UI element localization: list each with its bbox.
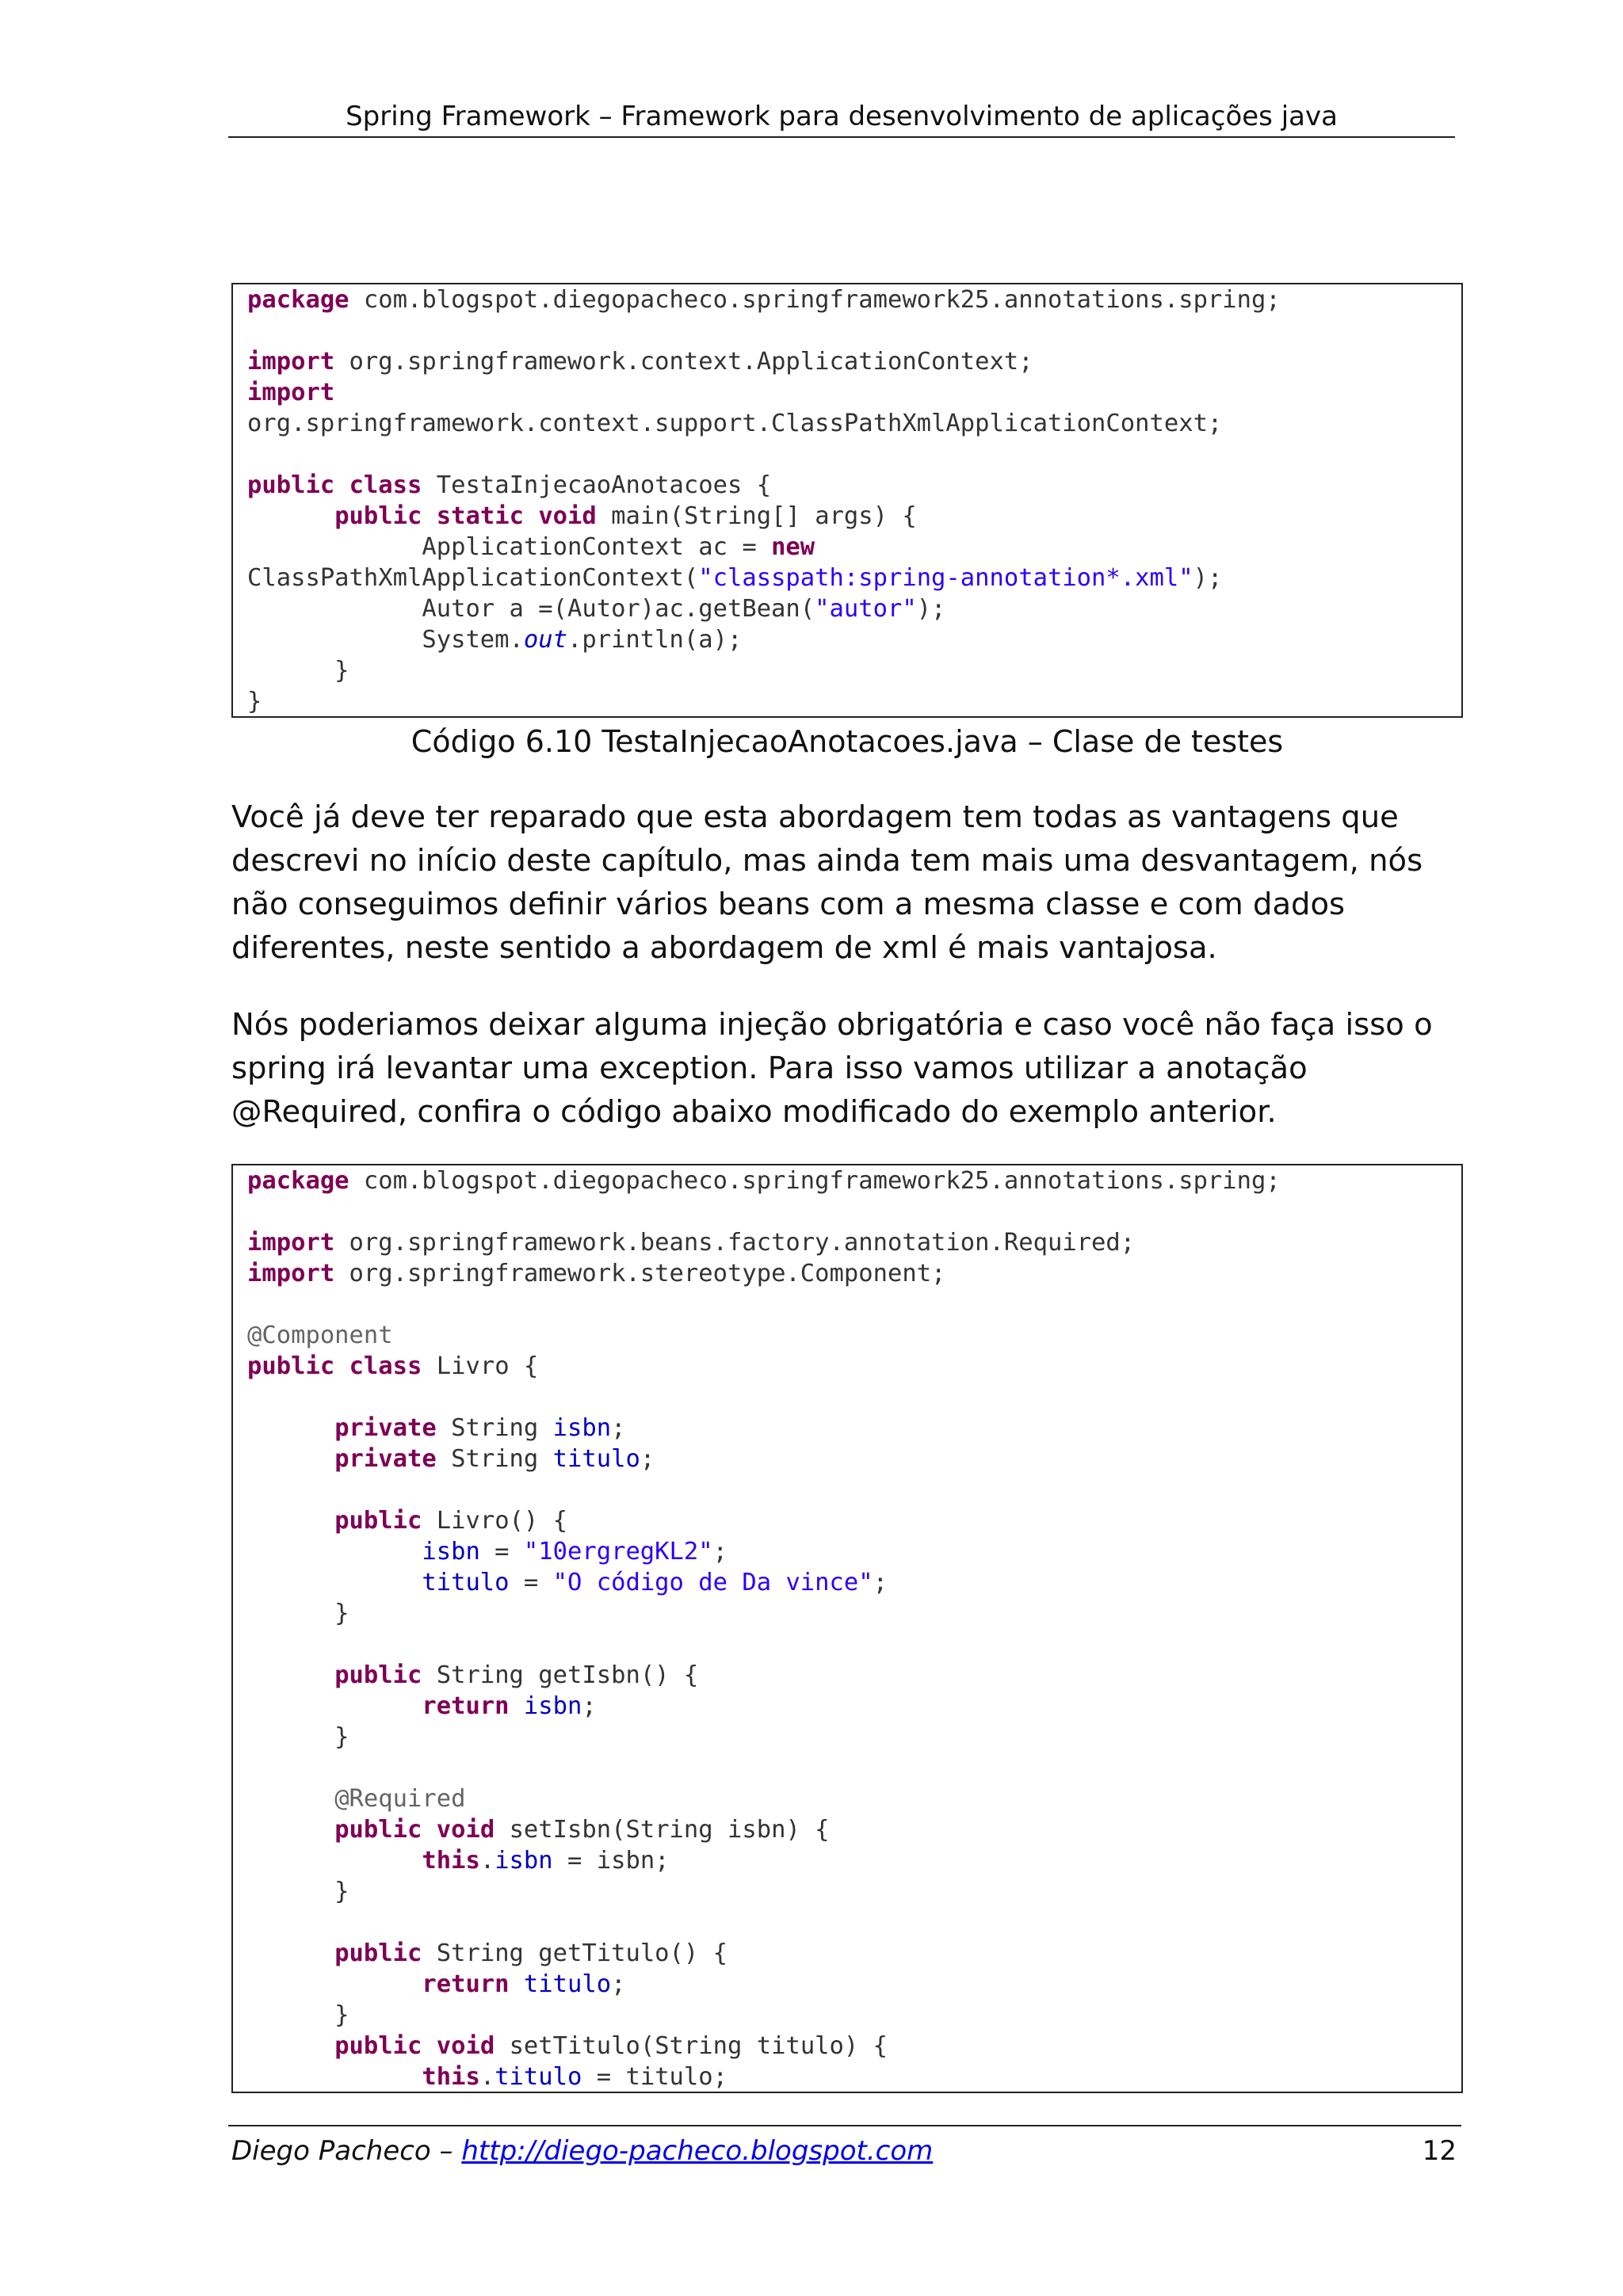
- code-token: out: [523, 626, 567, 654]
- code-token: new: [771, 533, 815, 561]
- header-divider: [228, 136, 1455, 138]
- code-token: [247, 1785, 334, 1813]
- code-line: [247, 1660, 1461, 1691]
- code-line: [247, 2061, 1461, 2092]
- code-token: = titulo;: [582, 2063, 728, 2091]
- code-token: [247, 2063, 422, 2091]
- code-token: String getTitulo() {: [422, 1939, 727, 1967]
- code-token: [247, 1538, 422, 1566]
- code-token: setIsbn(String isbn) {: [495, 1816, 830, 1844]
- code-line: [247, 408, 1461, 439]
- code-token: package: [247, 286, 349, 314]
- code-token: public: [247, 471, 335, 499]
- code-line: [247, 284, 1461, 315]
- code-listing-testa-injecao: [231, 283, 1463, 718]
- code-token: .: [479, 1847, 495, 1875]
- page-header: Spring Framework – Framework para desenvolvimento de aplicações java: [346, 101, 1338, 132]
- code-token: isbn: [422, 1538, 480, 1566]
- code-line: [247, 563, 1461, 593]
- code-token: isbn: [495, 1847, 553, 1875]
- page-number: 12: [1422, 2135, 1457, 2167]
- code-token: String: [436, 1445, 553, 1473]
- code-line: [247, 377, 1461, 408]
- code-line: [247, 1567, 1461, 1598]
- code-token: return: [422, 1970, 510, 1998]
- code-token: titulo: [495, 2063, 582, 2091]
- code-token: static: [436, 502, 524, 530]
- code-token: ClassPathXmlApplicationContext(: [247, 564, 699, 592]
- footer-blog-link[interactable]: http://diego-pacheco.blogspot.com: [461, 2135, 934, 2167]
- code-token: org.springframework.beans.factory.annotation.Required;: [334, 1229, 1136, 1257]
- code-caption: Código 6.10 TestaInjecaoAnotacoes.java – Clase de testes: [411, 724, 1284, 759]
- code-token: Autor a =(Autor)ac.getBean(: [247, 595, 815, 623]
- code-token: public: [334, 1507, 422, 1535]
- code-token: ;: [611, 1414, 626, 1442]
- code-line: [247, 532, 1461, 563]
- code-token: import: [247, 379, 335, 406]
- code-token: main(String[] args) {: [596, 502, 917, 530]
- code-line: [247, 1196, 1461, 1227]
- code-token: .: [479, 2063, 495, 2091]
- code-token: }: [247, 688, 262, 715]
- code-token: com.blogspot.diegopacheco.springframework25.annotations.spring;: [349, 286, 1281, 314]
- code-line: [247, 1753, 1461, 1783]
- code-token: "classpath:spring-annotation*.xml": [698, 564, 1193, 592]
- code-token: }: [247, 2001, 349, 2029]
- code-token: this: [422, 2063, 480, 2091]
- code-token: "autor": [815, 595, 917, 623]
- code-token: return: [422, 1692, 510, 1720]
- code-token: );: [1193, 564, 1223, 592]
- code-token: }: [247, 1723, 349, 1751]
- code-token: }: [247, 1878, 349, 1905]
- code-token: public: [334, 502, 422, 530]
- code-token: [510, 1970, 524, 1998]
- code-line: [247, 1320, 1461, 1351]
- code-token: [247, 2032, 334, 2060]
- code-line: [247, 1691, 1461, 1722]
- code-token: package: [247, 1167, 349, 1195]
- code-token: private: [334, 1414, 437, 1442]
- code-token: [247, 1847, 422, 1875]
- code-token: [247, 1816, 334, 1844]
- code-token: org.springframework.context.support.ClassPathXmlApplicationContext;: [247, 410, 1223, 437]
- code-line: [247, 1351, 1461, 1382]
- code-token: [247, 1661, 334, 1689]
- code-token: import: [247, 348, 335, 376]
- code-line: [247, 470, 1461, 501]
- page-footer: [231, 2131, 1457, 2171]
- code-token: isbn: [523, 1692, 582, 1720]
- code-token: }: [247, 657, 349, 685]
- code-line: [247, 593, 1461, 624]
- paragraph: Nós poderiamos deixar alguma injeção obrigatória e caso você não faça isso o spring irá levantar uma exception. Para isso vamos utilizar a anotação @Required, confira o código abaixo modificado do exemplo anterior.: [231, 1007, 1433, 1130]
- code-token: }: [247, 1600, 349, 1627]
- code-listing-livro: [231, 1164, 1463, 2093]
- footer-divider: [228, 2125, 1461, 2126]
- code-token: import: [247, 1260, 335, 1287]
- code-token: [422, 2032, 436, 2060]
- code-token: Livro {: [422, 1352, 539, 1380]
- code-line: [247, 1413, 1461, 1444]
- code-token: public: [334, 1939, 422, 1967]
- code-line: [247, 624, 1461, 655]
- code-token: .println(a);: [567, 626, 743, 654]
- code-token: [247, 1569, 422, 1596]
- code-token: void: [436, 2032, 495, 2060]
- code-token: import: [247, 1229, 335, 1257]
- code-token: [524, 502, 538, 530]
- code-token: org.springframework.stereotype.Component;: [334, 1260, 946, 1287]
- code-line: [247, 1258, 1461, 1289]
- code-line: [247, 1629, 1461, 1660]
- code-line: [247, 1783, 1461, 1814]
- code-token: ;: [640, 1445, 655, 1473]
- code-token: [247, 1939, 334, 1967]
- footer-author: Diego Pacheco –: [231, 2135, 462, 2167]
- code-token: public: [334, 1816, 422, 1844]
- code-token: [334, 471, 349, 499]
- code-line: [247, 1289, 1461, 1320]
- code-token: void: [436, 1816, 495, 1844]
- code-token: [510, 1692, 524, 1720]
- code-token: @Component: [247, 1322, 393, 1349]
- code-token: "O código de Da vince": [552, 1569, 873, 1596]
- code-line: [247, 2031, 1461, 2061]
- code-line: [247, 1474, 1461, 1505]
- code-token: [422, 502, 436, 530]
- code-line: [247, 1722, 1461, 1753]
- code-token: [247, 1970, 422, 1998]
- code-token: public: [334, 2032, 422, 2060]
- code-line: [247, 2000, 1461, 2031]
- code-line: [247, 655, 1461, 686]
- code-line: [247, 686, 1461, 717]
- code-line: [247, 315, 1461, 346]
- code-token: titulo: [552, 1445, 640, 1473]
- code-line: [247, 501, 1461, 532]
- code-line: [247, 439, 1461, 470]
- code-token: ;: [611, 1970, 626, 1998]
- code-token: @Required: [334, 1785, 466, 1813]
- code-token: org.springframework.context.ApplicationContext;: [334, 348, 1033, 376]
- code-token: com.blogspot.diegopacheco.springframework25.annotations.spring;: [349, 1167, 1281, 1195]
- code-line: [247, 1907, 1461, 1938]
- code-line: [247, 1227, 1461, 1258]
- code-token: [247, 1445, 334, 1473]
- code-token: TestaInjecaoAnotacoes {: [422, 471, 772, 499]
- code-token: private: [334, 1445, 437, 1473]
- code-token: isbn: [552, 1414, 612, 1442]
- code-token: String: [436, 1414, 553, 1442]
- code-line: [247, 1598, 1461, 1629]
- code-token: ;: [873, 1569, 888, 1596]
- code-token: this: [422, 1847, 480, 1875]
- code-token: );: [916, 595, 946, 623]
- code-line: [247, 346, 1461, 377]
- code-token: void: [538, 502, 597, 530]
- code-token: titulo: [523, 1970, 612, 1998]
- code-token: [247, 1692, 422, 1720]
- code-line: [247, 1845, 1461, 1876]
- code-token: System.: [247, 626, 524, 654]
- code-token: public: [247, 1352, 335, 1380]
- code-line: [247, 1165, 1461, 1196]
- code-token: = isbn;: [552, 1847, 670, 1875]
- code-token: setTitulo(String titulo) {: [495, 2032, 888, 2060]
- code-line: [247, 1938, 1461, 1969]
- code-token: titulo: [422, 1569, 510, 1596]
- code-token: class: [349, 1352, 422, 1380]
- code-token: [247, 502, 334, 530]
- code-line: [247, 1444, 1461, 1474]
- code-token: [334, 1352, 349, 1380]
- code-token: [247, 1414, 334, 1442]
- code-line: [247, 1382, 1461, 1413]
- paragraph: Você já deve ter reparado que esta abordagem tem todas as vantagens que descrevi no início deste capítulo, mas ainda tem mais uma desvantagem, nós não conseguimos definir vários beans com a mesma classe e com dados diferentes, neste sentido a abordagem de xml é mais vantajosa.: [231, 799, 1423, 966]
- code-token: "10ergregKL2": [523, 1538, 713, 1566]
- code-line: [247, 1876, 1461, 1907]
- code-token: ;: [712, 1538, 727, 1566]
- code-token: public: [334, 1661, 422, 1689]
- code-token: [247, 1507, 334, 1535]
- code-token: ApplicationContext ac =: [247, 533, 772, 561]
- code-line: [247, 1536, 1461, 1567]
- code-token: =: [479, 1538, 524, 1566]
- code-line: [247, 1505, 1461, 1536]
- code-token: class: [349, 471, 422, 499]
- code-line: [247, 1969, 1461, 2000]
- code-token: [422, 1816, 436, 1844]
- code-token: ;: [582, 1692, 597, 1720]
- code-token: Livro() {: [422, 1507, 568, 1535]
- code-token: String getIsbn() {: [422, 1661, 699, 1689]
- code-line: [247, 1814, 1461, 1845]
- code-token: =: [509, 1569, 553, 1596]
